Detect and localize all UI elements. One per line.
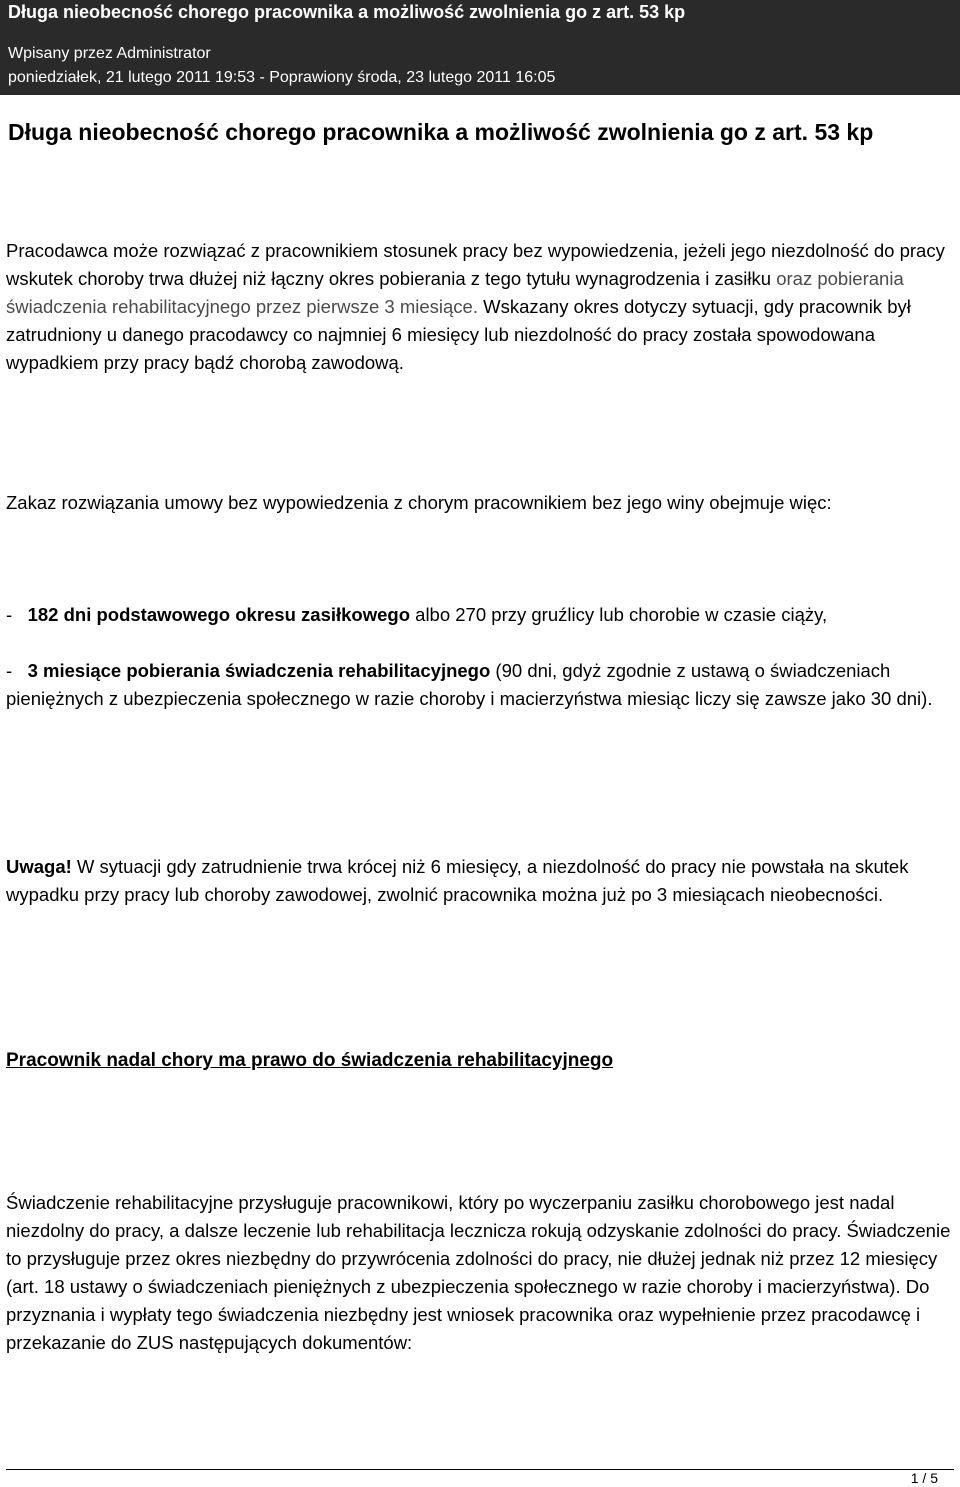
paragraph-note: [6, 853, 956, 909]
list-item-1-bold: 182 dni podstawowego okresu zasiłkowego: [27, 604, 411, 625]
header-title: Długa nieobecność chorego pracownika a możliwość zwolnienia go z art. 53 kp: [8, 2, 686, 22]
paragraph-benefit: Świadczenie rehabilitacyjne przysługuje pracownikowi, który po wyczerpaniu zasiłku chorobowego jest nadal niezdolny do pracy, a dalsze leczenie lub rehabilitacja lecznicza rokują odzyskanie zdolności do pracy. Świadczenie to przysługuje przez okres niezbędny do przywrócenia zdolności do pracy, nie dłużej jednak niż przez 12 miesięcy (art. 18 ustawy o świadczeniach pieniężnych z ubezpieczenia społecznego w razie choroby i macierzyństwa). Do przyznania i wypłaty tego świadczenia niezbędny jest wniosek pracownika oraz wypełnienie przez pracodawcę i przekazanie do ZUS następujących dokumentów:: [6, 1192, 951, 1353]
section-subheading: Pracownik nadal chory ma prawo do świadczenia rehabilitacyjnego: [6, 1050, 614, 1071]
header-date: poniedziałek, 21 lutego 2011 19:53 - Poprawiony środa, 23 lutego 2011 16:05: [8, 69, 556, 86]
list-item-2: [6, 657, 956, 713]
footer-divider: [6, 1469, 954, 1470]
document-header: [0, 0, 960, 95]
list-dash-1: -: [6, 604, 28, 625]
list-dash-2: -: [6, 660, 28, 681]
intro-text-a: Pracodawca może rozwiązać z pracownikiem stosunek pracy bez wypowiedzenia, jeżeli jego niezdolność do pracy wskutek choroby trwa dłużej niż łączny okres pobierania z tego tytułu wynagrodzenia i zasiłku: [6, 240, 945, 289]
header-author: Wpisany przez Administrator: [8, 45, 211, 62]
page-number: 1 / 5: [910, 1470, 938, 1486]
paragraph-scope: Zakaz rozwiązania umowy bez wypowiedzenia z chorym pracownikiem bez jego winy obejmuje więc:: [6, 492, 832, 513]
intro-text-c: Wskazany okres dotyczy sytuacji, gdy pracownik był zatrudniony u danego pracodawcy co najmniej 6 miesięcy lub niezdolność do pracy została spowodowana wypadkiem przy pracy bądź chorobą zawodową.: [6, 296, 911, 373]
paragraph-intro: [6, 237, 956, 377]
list-item-2-text: (90 dni, gdyż zgodnie z ustawą o świadczeniach pieniężnych z ubezpieczenia społecznego w razie choroby i macierzyństwa miesiąc liczy się zawsze jako 30 dni).: [6, 660, 933, 709]
intro-text-b: oraz pobierania świadczenia rehabilitacyjnego przez pierwsze 3 miesiące.: [6, 268, 904, 317]
note-label: Uwaga!: [6, 856, 72, 877]
note-text: W sytuacji gdy zatrudnienie trwa krócej niż 6 miesięcy, a niezdolność do pracy nie powstała na skutek wypadku przy pracy lub choroby zawodowej, zwolnić pracownika można już po 3 miesiącach nieobecności.: [6, 856, 909, 905]
list-item-1: [6, 601, 956, 629]
list-item-2-bold: 3 miesiące pobierania świadczenia rehabilitacyjnego: [27, 660, 491, 681]
list-item-1-text: albo 270 przy gruźlicy lub chorobie w czasie ciąży,: [410, 604, 828, 625]
article-title: Długa nieobecność chorego pracownika a możliwość zwolnienia go z art. 53 kp: [8, 119, 874, 145]
